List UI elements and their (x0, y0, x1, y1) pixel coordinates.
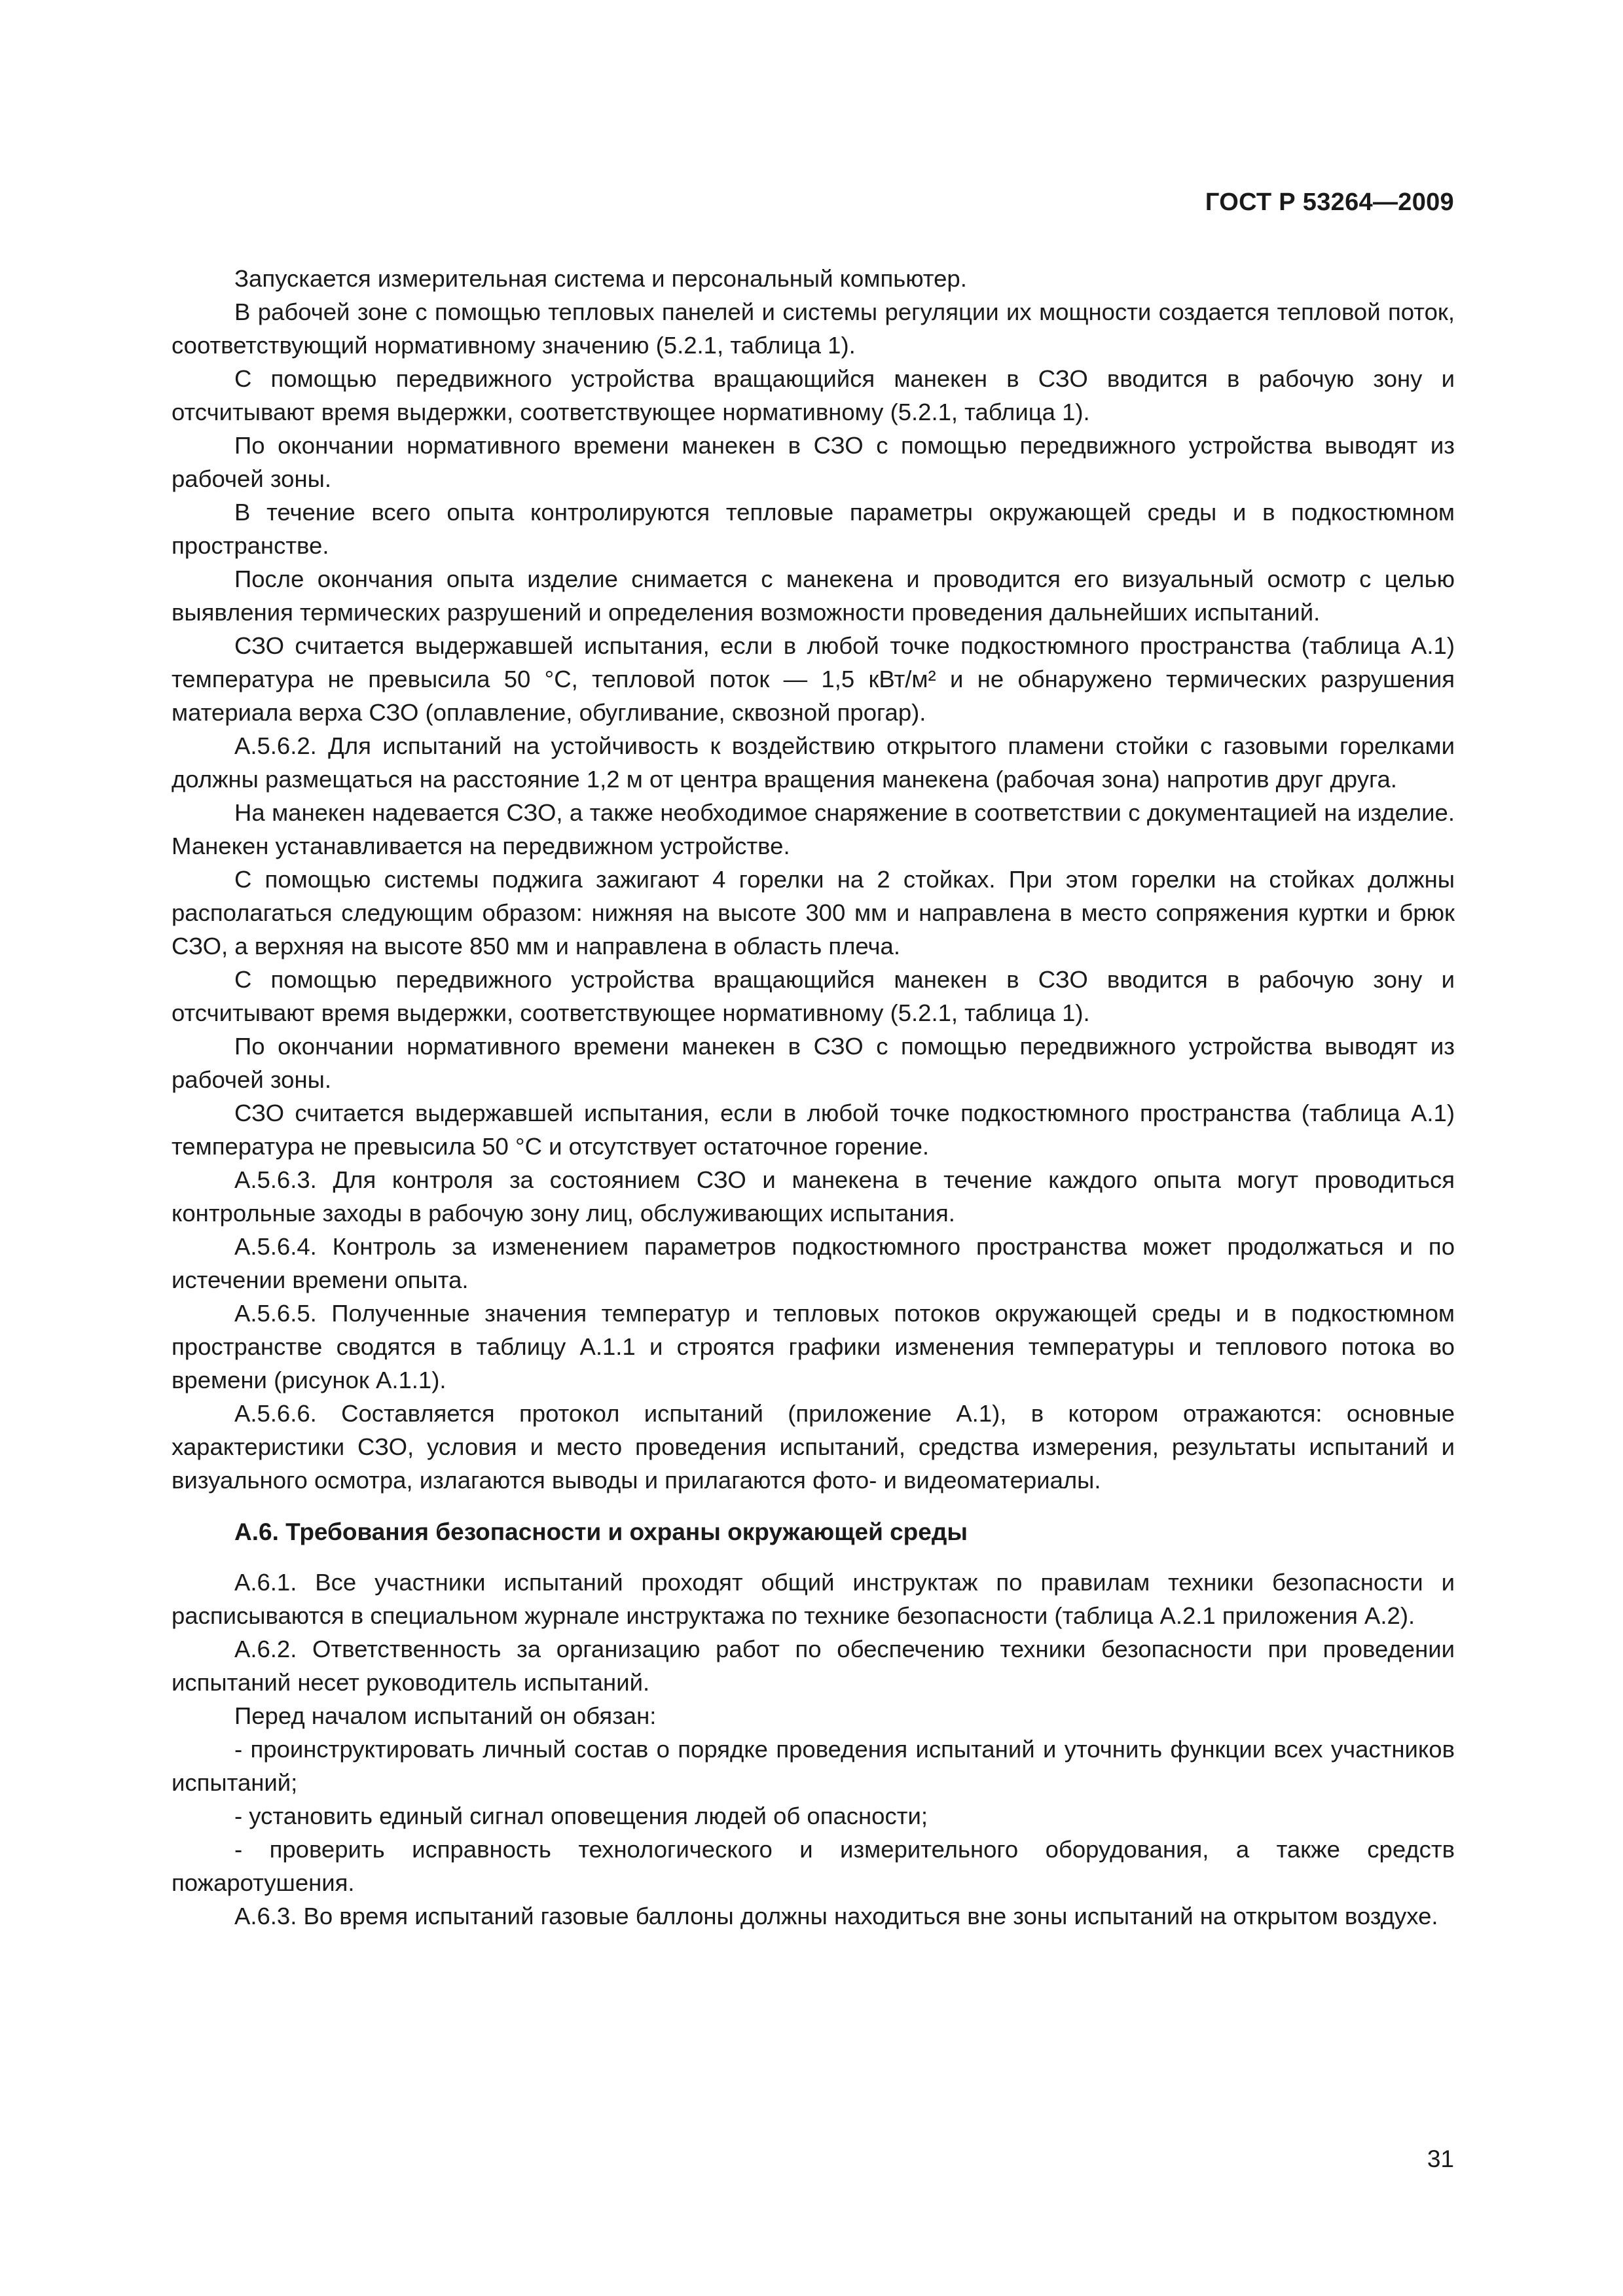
paragraph: А.6.1. Все участники испытаний проходят общий инструктаж по правилам техники безопасности и расписываются в специальном журнале инструктажа по технике безопасности (таблица А.2.1 приложения А.2). (172, 1569, 1455, 1629)
document-body (172, 262, 1455, 1933)
paragraph: А.5.6.4. Контроль за изменением параметров подкостюмного пространства может продолжаться и по истечении времени опыта. (172, 1233, 1455, 1293)
paragraph: А.5.6.5. Полученные значения температур и тепловых потоков окружающей среды и в подкостюмном пространстве сводятся в таблицу А.1.1 и строятся графики изменения температуры и теплового потока во времени (рисунок А.1.1). (172, 1300, 1455, 1393)
paragraph: А.5.6.3. Для контроля за состоянием СЗО и манекена в течение каждого опыта могут проводиться контрольные заходы в рабочую зону лиц, обслуживающих испытания. (172, 1166, 1455, 1227)
paragraph: В рабочей зоне с помощью тепловых панелей и системы регуляции их мощности создается тепловой поток, соответствующий нормативному значению (5.2.1, таблица 1). (172, 298, 1455, 359)
paragraph: Перед началом испытаний он обязан: (234, 1702, 657, 1729)
list-item: - установить единый сигнал оповещения людей об опасности; (234, 1803, 928, 1829)
paragraph: С помощью передвижного устройства вращающийся манекен в СЗО вводится в рабочую зону и отсчитывают время выдержки, соответствующее нормативному (5.2.1, таблица 1). (172, 966, 1455, 1026)
paragraph: А.6.3. Во время испытаний газовые баллоны должны находиться вне зоны испытаний на открытом воздухе. (234, 1903, 1438, 1929)
list-item: - проверить исправность технологического и измерительного оборудования, а также средств пожаротушения. (172, 1836, 1455, 1896)
paragraph: С помощью системы поджига зажигают 4 горелки на 2 стойках. При этом горелки на стойках должны располагаться следующим образом: нижняя на высоте 300 мм и направлена в место сопряжения куртки и брюк СЗО, а верхняя на высоте 850 мм и направлена в область плеча. (172, 866, 1455, 960)
document-header: ГОСТ Р 53264—2009 (1205, 188, 1454, 216)
list-item: - проинструктировать личный состав о порядке проведения испытаний и уточнить функции всех участников испытаний; (172, 1736, 1455, 1796)
paragraph: С помощью передвижного устройства вращающийся манекен в СЗО вводится в рабочую зону и отсчитывают время выдержки, соответствующее нормативному (5.2.1, таблица 1). (172, 365, 1455, 425)
paragraph: После окончания опыта изделие снимается с манекена и проводится его визуальный осмотр с целью выявления термических разрушений и определения возможности проведения дальнейших испытаний. (172, 565, 1455, 626)
paragraph: По окончании нормативного времени манекен в СЗО с помощью передвижного устройства выводят из рабочей зоны. (172, 432, 1455, 492)
paragraph: По окончании нормативного времени манекен в СЗО с помощью передвижного устройства выводят из рабочей зоны. (172, 1033, 1455, 1093)
paragraph: На манекен надевается СЗО, а также необходимое снаряжение в соответствии с документацией на изделие. Манекен устанавливается на передвижном устройстве. (172, 799, 1455, 859)
paragraph: СЗО считается выдержавшей испытания, если в любой точке подкостюмного пространства (таблица А.1) температура не превысила 50 °С и отсутствует остаточное горение. (172, 1100, 1455, 1160)
paragraph: Запускается измерительная система и персональный компьютер. (234, 265, 967, 292)
paragraph: А.5.6.6. Составляется протокол испытаний (приложение А.1), в котором отражаются: основные характеристики СЗО, условия и место проведения испытаний, средства измерения, результаты испытаний и визуального осмотра, излагаются выводы и прилагаются фото- и видеоматериалы. (172, 1400, 1455, 1494)
paragraph: А.5.6.2. Для испытаний на устойчивость к воздействию открытого пламени стойки с газовыми горелками должны размещаться на расстояние 1,2 м от центра вращения манекена (рабочая зона) напротив друг друга. (172, 732, 1455, 793)
section-heading: А.6. Требования безопасности и охраны окружающей среды (234, 1518, 968, 1545)
page-number: 31 (1427, 2145, 1454, 2172)
paragraph: А.6.2. Ответственность за организацию работ по обеспечению техники безопасности при проведении испытаний несет руководитель испытаний. (172, 1636, 1455, 1696)
paragraph: В течение всего опыта контролируются тепловые параметры окружающей среды и в подкостюмном пространстве. (172, 499, 1455, 559)
paragraph: СЗО считается выдержавшей испытания, если в любой точке подкостюмного пространства (таблица А.1) температура не превысила 50 °С, тепловой поток — 1,5 кВт/м² и не обнаружено термических разрушения материала верха СЗО (оплавление, обугливание, сквозной прогар). (172, 632, 1455, 726)
